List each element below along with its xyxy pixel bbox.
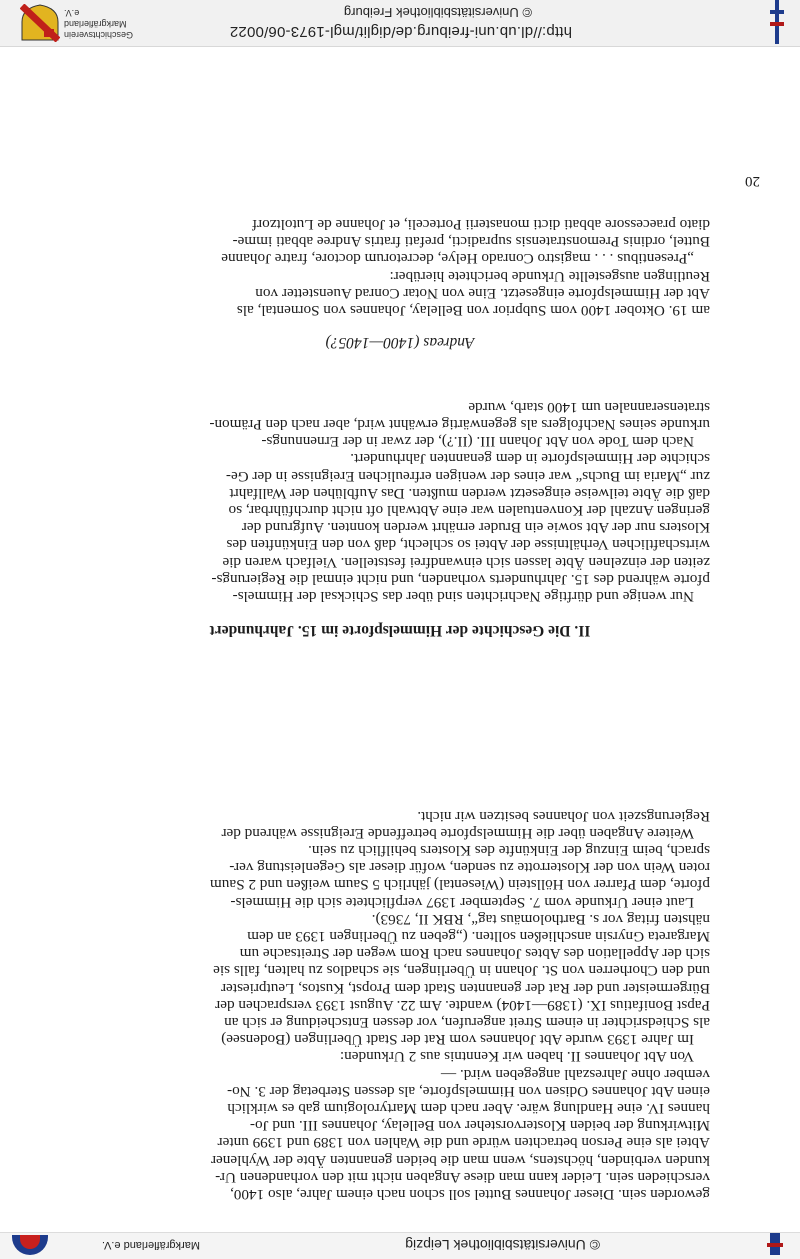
ub-logo-icon <box>770 0 784 44</box>
abbot-subheading: Andreas (1400—1405?) <box>325 334 475 351</box>
header-band <box>0 1232 800 1259</box>
society-crest-icon <box>20 4 60 42</box>
permalink-link[interactable]: http://dl.ub.uni-freiburg.de/diglit/mgl-1973-06/0022 <box>229 23 572 40</box>
ub-logo-icon <box>770 1233 780 1255</box>
society-label-top: Markgräflerland e.V. <box>101 1239 200 1251</box>
copyright-holder-top: © Universitätsbibliothek Leipzig <box>405 1237 600 1253</box>
society-crest-icon <box>12 1235 48 1255</box>
body-text-part1: geworden sein. Dieser Johannes Buttel soll schon nach einem Jahre, also 1400, verschieden sein. Leider kann man diese Angaben nicht mit den vorhandenen Ur- kunden verbinden, höchstens, wenn man die beiden genannten Äbte der Wyhlener Abtei als eine Person betrachten würde und die Wahlen von 1389 und 1399 unter Mitwirkung der beiden Klostervorsteher von Bellelay, Johannes III. und Jo- hannes IV. eine Handlung wäre. Aber nach dem Martyrologium gab es wirklich einen Abt Johannes Odisen von Himmelspforte, als dessen Sterbetag der 3. No- vember ohne Jahreszahl angegeben wird. — Von Abt Johannes II. haben wir Kenntnis aus 2 Urkunden: Im Jahre 1393 wurde Abt Johannes vom Rat der Stadt Überlingen (Bodensee) als Schiedsrichter in einem Streit angerufen, vor dessen Entscheidung er sich an Papst Bonifatius IX. (1389—1404) wandte. Am 22. August 1393 versprachen der Bürgermeister und der Rat der genannten Stadt dem Propst, Kustos, Leutpriester und den Chorherren von St. Johann in Überlingen, sie schadlos zu halten, falls sie sich der Appellation des Abtes Johannes nach Rom wegen der Streitsache um Margareta Gnyrsin anschließen sollten. („geben zu Überlingen 1393 an dem nähsten fritag vor s. Bartholomäus tag“, RBK II, 7363). Laut einer Urkunde vom 7. September 1397 verpflichtete sich die Himmels- pforte, dem Pfarrer von Höllstein (Wiesental) jährlich 5 Saum weißen und 2 Saum roten Wein von der Klosterrotte zu senden, wofür dieser als Gegenleistung ver- sprach, beim Einzug der Einkünfte des Klosters behilflich zu sein. Weitere Angaben über die Himmelspforte betreffende Ereignisse während der Regierungszeit von Johannes besitzen wir nicht. <box>209 807 710 1203</box>
body-text-part2: Nur wenige und dürftige Nachrichten sind über das Schicksal der Himmels- pforte während des 15. Jahrhunderts vorhanden, und nicht einmal die Regierungs- zeiten der einzelnen Äbte lassen sich einwandfrei feststellen. Vielfach waren die wirtschaftlichen Verhältnisse der Abtei so schlecht, daß von den Einkünften des Klosters nur der Abt sowie ein Bruder ernährt werden konnten. Aufgrund der geringen Anzahl der Konventualen war eine Abtwahl oft nicht durchführbar, so daß die Äbte teilweise eingesetzt werden mußten. Das Aufblühen der Wallfahrt zur „Maria im Buchs“ war eines der wenigen erfreulichen Ereignisse in der Ge- schichte der Himmelspforte in dem genannten Jahrhundert. Nach dem Tode von Abt Johann III. (II.?), der zwar in der Ernennungs- urkunde seines Nachfolgers als gegenwärtig erwähnt wird, aber nach den Prämon- stratenserannalen um 1400 starb, wurde <box>209 398 710 605</box>
copyright-holder: © Universitätsbibliothek Freiburg <box>343 5 532 20</box>
body-text-part3: am 19. Oktober 1400 vom Subprior von Bellelay, Johannes von Sornental, als Abt der Himmelspforte eingesetzt. Eine von Notar Conrad Auenstetter von Reutlingen ausgestellte Urkunde berichtete hierüber: „Presentibus . . . magistro Conrado Helye, decretorum doctore, fratre Johanne Buttel, ordinis Premonstratensis supradicti, prefati fratris Andree abbati imme- diato praecessore abbati dicti monasterii Porteceli, et Johanne de Lutoltzorf <box>221 215 710 319</box>
society-label: Geschichtsverein Markgräflerland e.V. <box>64 8 134 40</box>
footer-band <box>0 0 800 47</box>
section-heading: II. Die Geschichte der Himmelspforte im 15. Jahrhundert <box>209 622 591 639</box>
page-number: 20 <box>745 173 760 189</box>
